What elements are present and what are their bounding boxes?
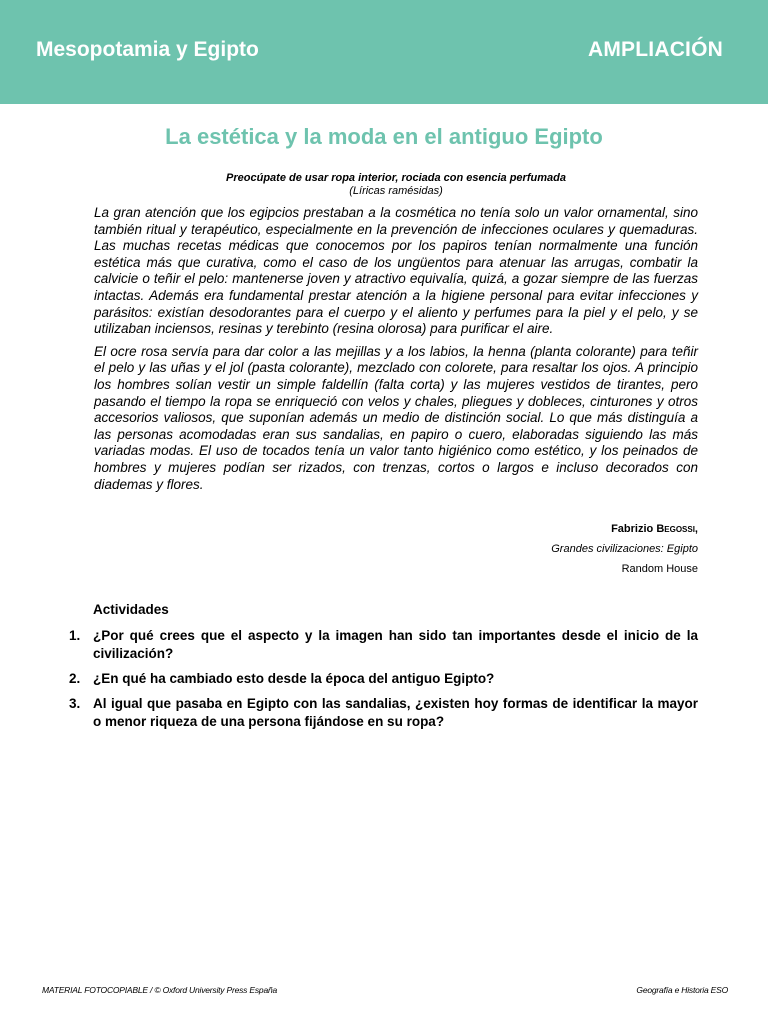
document-title: La estética y la moda en el antiguo Egipto [165, 124, 603, 149]
activity-item [60, 670, 698, 688]
footer-subject: Geografía e Historia ESO [636, 985, 728, 995]
activities-list [60, 627, 698, 731]
publisher: Random House [621, 563, 698, 575]
unit-title: Mesopotamia y Egipto [36, 38, 259, 61]
epigraph-quote: Preocúpate de usar ropa interior, rociada con esencia perfumada [226, 172, 566, 184]
activity-number: 2. [69, 671, 81, 686]
source-credit [298, 522, 698, 582]
section-label: AMPLIACIÓN [588, 38, 723, 61]
author-surname: Begossi, [656, 523, 698, 535]
activity-number: 3. [69, 696, 81, 711]
author-name [298, 522, 698, 542]
epigraph-source: (Líricas ramésidas) [349, 185, 443, 197]
activities-heading: Actividades [93, 602, 169, 617]
epigraph [94, 172, 698, 198]
activity-text: ¿Por qué crees que el aspecto y la imagen han sido tan importantes desde el inicio de la civilización? [93, 628, 698, 661]
book-title: Grandes civilizaciones: Egipto [551, 543, 698, 555]
activity-text: ¿En qué ha cambiado esto desde la época del antiguo Egipto? [93, 671, 495, 686]
activity-item [60, 627, 698, 663]
reading-text [94, 205, 698, 499]
activity-item [60, 695, 698, 731]
paragraph-1: La gran atención que los egipcios prestaban a la cosmética no tenía solo un valor ornamental, sino también ritual y terapéutico, especialmente en la prevención de infecciones oculares y quemaduras. Las muchas recetas médicas que conocemos por los papiros tenían normalmente una función estética más que curativa, como el caso de los ungüentos para atenuar las arrugas, combatir la calvicie o teñir el pelo: mantenerse joven y atractivo equivalía, quizá, a gozar siempre de las fuerzas intactas. Además era fundamental prestar atención a la higiene personal para evitar infecciones y parásitos: existían desodorantes para el cuerpo y el aliento y perfumes para la piel y el pelo, y se utilizaban inciensos, resinas y terebinto (resina olorosa) para purificar el aire. [94, 205, 698, 337]
activity-number: 1. [69, 628, 81, 643]
activity-text: Al igual que pasaba en Egipto con las sandalias, ¿existen hoy formas de identificar la mayor o menor riqueza de una persona fijándose en su ropa? [93, 696, 698, 729]
paragraph-2: El ocre rosa servía para dar color a las mejillas y a los labios, la henna (planta colorante) para teñir el pelo y las uñas y el jol (pasta colorante), mezclado con colorete, para resaltar los ojos. A principio los hombres solían vestir un simple faldellín (falta corta) y las mujeres vestidos de tirantes, pero pasando el tiempo la ropa se enriqueció con velos y chales, pliegues y dobleces, cinturones y otros accesorios valiosos, que suponían además un medio de distinción social. Lo que más distinguía a las personas acomodadas eran sus sandalias, en papiro o cuero, elaboradas siguiendo las más variadas modas. El uso de tocados tenía un valor tanto higiénico como estético, y los peinados de hombres y mujeres podían ser rizados, con trenzas, cortos o largos e incluso decorados con diademas y flores. [94, 343, 698, 492]
author-first-name: Fabrizio [611, 523, 654, 535]
header-banner [0, 0, 768, 104]
activities-section [60, 601, 698, 738]
footer-copyright: MATERIAL FOTOCOPIABLE / © Oxford University Press España [42, 985, 278, 995]
